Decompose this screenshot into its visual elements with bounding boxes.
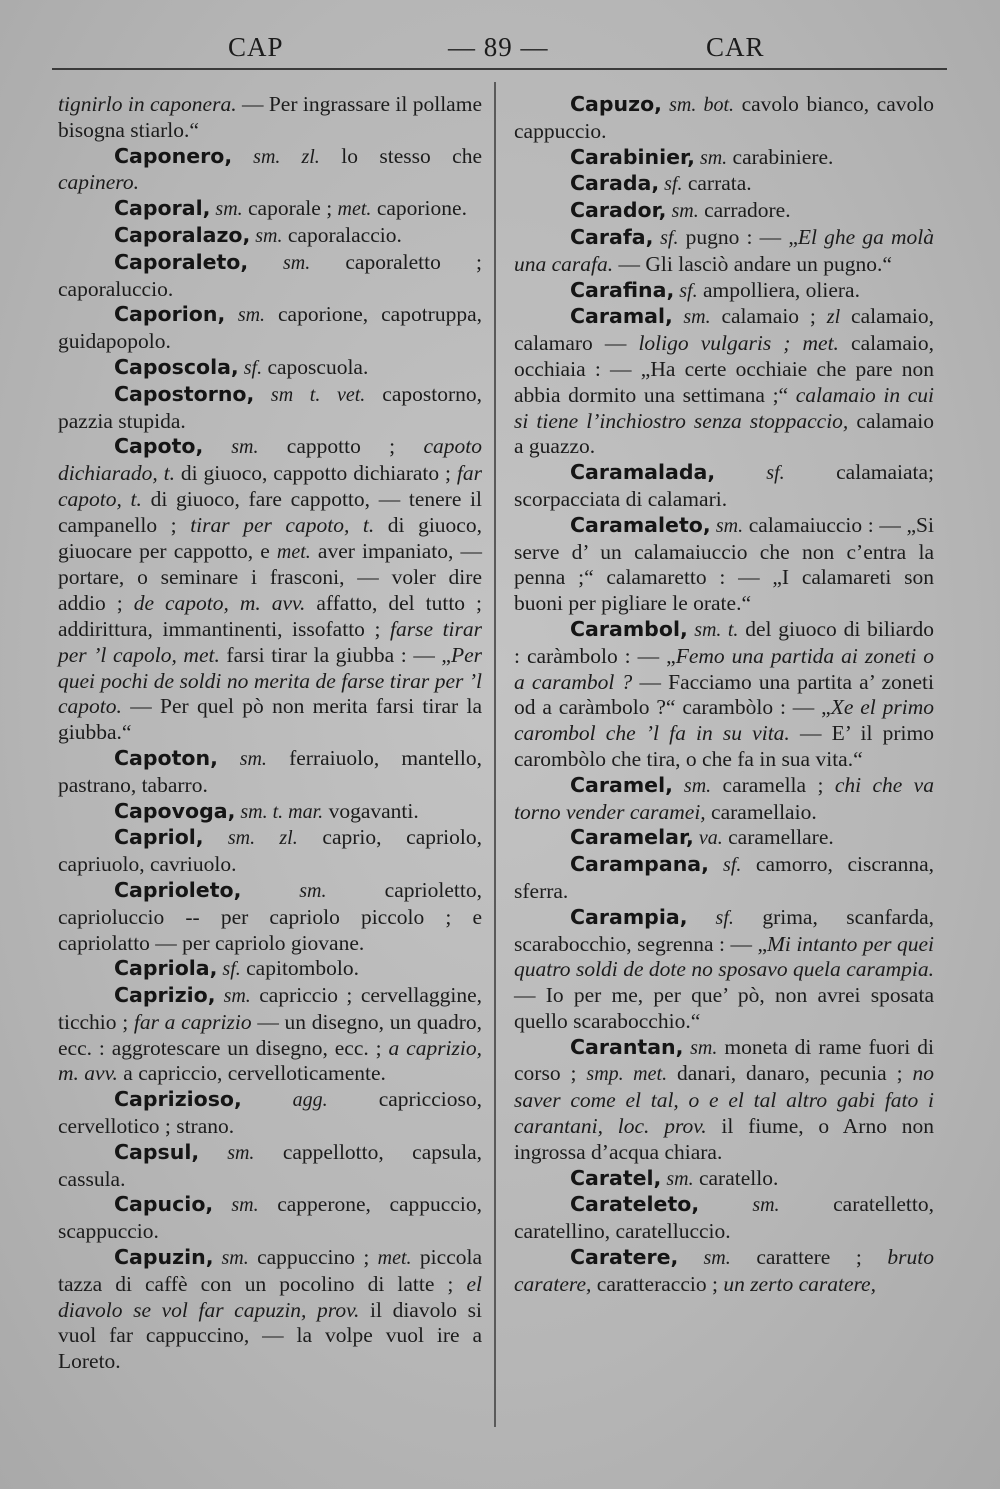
gloss-text: calamaio, calamaro —: [514, 304, 934, 356]
gloss-text: carradore.: [698, 198, 791, 223]
headword: Capsul,: [114, 1139, 200, 1164]
abbreviation: sm.: [710, 514, 744, 537]
dictionary-entry: [58, 434, 482, 746]
italic-phrase: a caprizio, m. avv.: [58, 1035, 482, 1086]
gloss-text: cappuccino ;: [248, 1245, 378, 1270]
italic-phrase: tignirlo in caponera.: [58, 92, 237, 116]
italic-phrase: chi che va torno vender caramei,: [514, 772, 934, 824]
gloss-text: calamaio ;: [710, 304, 827, 329]
gloss-text: caratteraccio ;: [591, 1271, 724, 1296]
dictionary-entry: [514, 617, 934, 773]
italic-phrase: el diavolo se vol far capuzin, prov.: [58, 1271, 482, 1322]
abbreviation: sm.: [213, 1247, 249, 1270]
dictionary-entry: [514, 171, 934, 198]
abbreviation: sf.: [653, 226, 679, 249]
gloss-text: — Io per me, per que’ pò, non avrei sposata quello scarabocchio.“: [514, 983, 934, 1033]
gloss-text: lo stesso che: [319, 143, 482, 168]
headword: Carantan,: [570, 1034, 684, 1059]
gloss-text: caratello.: [693, 1165, 779, 1190]
gloss-text: ferraiuolo, mantello, pastrano, tabarro.: [58, 745, 482, 797]
gloss-text: carrata.: [682, 171, 752, 196]
abbreviation: zl: [826, 306, 841, 329]
headword: Capuzin,: [114, 1245, 214, 1270]
dictionary-entry: [58, 1087, 482, 1140]
headword: Caporaleto,: [114, 249, 249, 274]
dictionary-entry: [514, 304, 934, 460]
gloss-text: aver impaniato, — portare, o seminare i frasconi, — voler dire addio ;: [58, 538, 482, 616]
gloss-text: di giuoco, cappotto dichiarato ;: [174, 461, 457, 486]
abbreviation: sm. t.: [687, 618, 739, 641]
dictionary-entry: [514, 1035, 934, 1166]
headword: Caramaleto,: [570, 512, 711, 537]
headword: Caposcola,: [114, 354, 239, 379]
column-divider: [494, 82, 496, 1427]
page-number: — 89 —: [448, 32, 549, 62]
headword: Carabinier,: [570, 144, 695, 169]
abbreviation: sm.: [678, 1247, 731, 1270]
italic-phrase: un zerto caratere,: [723, 1271, 876, 1296]
abbreviation: sm. bot.: [661, 94, 735, 116]
abbreviation: sm.: [694, 146, 728, 169]
gloss-text: capperone, cappuccio, scappuccio.: [58, 1192, 482, 1244]
abbreviation: sm. zl.: [232, 145, 320, 168]
gloss-text: a capriccio, cervelloticamente.: [117, 1061, 386, 1086]
gloss-text: vogavanti.: [323, 798, 419, 823]
gloss-text: capriccio ; cervellaggine, ticchio ;: [58, 983, 482, 1034]
abbreviation: sm.: [241, 879, 327, 902]
gloss-text: farsi tirar la giubba : — „: [219, 642, 451, 667]
italic-phrase: El ghe ga molà una carafa.: [514, 224, 934, 276]
dictionary-entry: [58, 382, 482, 435]
gloss-text: danari, danaro, pecunia ;: [667, 1061, 913, 1086]
dictionary-entry: [514, 905, 934, 1035]
header-left-keyword: CAP: [228, 32, 284, 62]
italic-phrase: bruto caratere,: [514, 1245, 934, 1296]
gloss-text: carattere ;: [730, 1245, 888, 1270]
abbreviation: sm. zl.: [203, 827, 298, 850]
dictionary-entry: [58, 1192, 482, 1245]
italic-phrase: Xe el primo carombol che ’l fa in su vita.: [514, 695, 934, 746]
headword: Caprizio,: [114, 983, 216, 1008]
gloss-text: carabiniere.: [727, 144, 834, 169]
abbreviation: sm.: [215, 985, 251, 1008]
headword: Capriola,: [114, 956, 218, 981]
headword: Caramel,: [570, 772, 673, 797]
dictionary-entry: [514, 513, 934, 617]
dictionary-entry: [58, 825, 482, 878]
gloss-text: pugno : — „: [678, 224, 798, 249]
dictionary-entry: [58, 746, 482, 799]
abbreviation: sm t. vet.: [254, 383, 366, 406]
dictionary-entry: [58, 250, 482, 303]
dictionary-entry: [58, 1245, 482, 1375]
abbreviation: sm.: [248, 251, 311, 274]
gloss-text: — Per quel pò non merita farsi tirar la giubba.“: [58, 694, 482, 745]
abbreviation: sm.: [699, 1194, 780, 1217]
gloss-text: caramellare.: [722, 825, 834, 850]
headword: Caporalazo,: [114, 222, 251, 247]
dictionary-entry: [514, 773, 934, 826]
header-right-keyword: CAR: [706, 32, 765, 62]
abbreviation: sf.: [715, 462, 785, 485]
headword: Carateleto,: [570, 1192, 700, 1217]
gloss-text: — un disegno, un quadro, ecc. : aggrotescare un disegno, ecc. ;: [58, 1009, 482, 1060]
italic-phrase: no saver come el tal, o e el tal altro gabi fato i carantani, loc. prov.: [514, 1061, 934, 1139]
gloss-text: caramella ;: [711, 772, 835, 797]
gloss-text: caramellaio.: [705, 799, 817, 824]
gloss-text: — E’ il primo carombòlo che tira, o che fa in sua vita.“: [514, 721, 934, 771]
abbreviation: sm.: [199, 1141, 255, 1164]
gloss-text: caprioletto, caprioluccio -- per capriolo piccolo ; e capriolatto — per capriolo giovane.: [58, 877, 482, 955]
headword: Carafa,: [570, 224, 654, 249]
headword: Capovoga,: [114, 798, 236, 823]
gloss-text: caratelletto, caratellino, caratelluccio.: [514, 1192, 934, 1244]
left-column: [58, 92, 482, 1375]
gloss-text: caporale ;: [242, 196, 338, 221]
abbreviation: sm.: [250, 224, 283, 247]
italic-phrase: far capoto, t.: [58, 461, 482, 511]
dictionary-entry: [58, 196, 482, 223]
headword: Caprizioso,: [114, 1087, 242, 1112]
abbreviation: sm.: [213, 1194, 259, 1217]
gloss-text: — Gli lasciò andare un pugno.“: [613, 251, 892, 276]
gloss-text: calamaio a guazzo.: [514, 408, 934, 459]
abbreviation: sf.: [217, 958, 241, 981]
gloss-text: — Per ingrassare il pollame bisogna stiarlo.“: [58, 92, 482, 142]
gloss-text: camorro, ciscranna, sferra.: [514, 852, 934, 903]
gloss-text: il fiume, o Arno non ingrossa d’acqua chiara.: [514, 1114, 934, 1164]
dictionary-entry: [58, 302, 482, 355]
dictionary-entry: [58, 92, 482, 144]
italic-phrase: farse tirar per ’l capolo, met.: [58, 616, 483, 667]
headword: Capriol,: [114, 825, 204, 850]
abbreviation: sf.: [674, 279, 698, 302]
gloss-text: caposcuola.: [262, 354, 369, 379]
abbreviation: sf.: [708, 854, 742, 877]
gloss-text: di giuoco, giuocare per cappotto, e: [58, 512, 482, 563]
dictionary-entry: [514, 198, 934, 225]
abbreviation: agg.: [241, 1089, 328, 1112]
abbreviation: sm.: [203, 436, 259, 459]
italic-phrase: de capoto, m. avv.: [133, 591, 306, 616]
headword: Caporion,: [114, 302, 226, 327]
italic-phrase: capoto dichiarado, t.: [58, 434, 482, 486]
gloss-text: cappellotto, capsula, cassula.: [58, 1139, 482, 1191]
italic-phrase: Femo una partida ai zoneti o a carambol ?: [514, 643, 934, 694]
gloss-text: piccola tazza di caffè con un pocolino di latte ;: [58, 1245, 482, 1296]
headword: Caratel,: [570, 1165, 662, 1190]
headword: Caponero,: [114, 143, 233, 168]
gloss-text: — Facciamo una partita a’ zoneti od a caràmbolo ?“ carambòlo : — „: [514, 669, 934, 720]
headword: Carampana,: [570, 852, 709, 877]
abbreviation: sm.: [225, 304, 266, 327]
headword: Carada,: [570, 171, 660, 196]
gloss-text: capitombolo.: [240, 956, 359, 981]
gloss-text: caprio, capriolo, capriuolo, cavriuolo.: [58, 825, 482, 877]
headword: Capostorno,: [114, 381, 255, 406]
dictionary-entry: [514, 1166, 934, 1193]
dictionary-entry: [514, 225, 934, 278]
abbreviation: sm.: [210, 198, 243, 221]
abbreviation: sf.: [687, 906, 734, 929]
gloss-text: moneta di rame fuori di corso ;: [514, 1034, 934, 1086]
gloss-text: calamaiata; scorpacciata di calamari.: [514, 460, 935, 511]
dictionary-entry: [514, 278, 934, 305]
gloss-text: caporione, capotruppa, guidapopolo.: [58, 302, 482, 354]
abbreviation: met.: [337, 198, 372, 221]
dictionary-entry: [58, 223, 482, 250]
header-rule: [52, 68, 947, 70]
abbreviation: sm.: [683, 1036, 718, 1059]
gloss-text: caporaletto ; caporaluccio.: [58, 249, 482, 301]
headword: Caporal,: [114, 196, 211, 221]
gloss-text: caporalaccio.: [282, 222, 402, 247]
dictionary-entry: [514, 1192, 934, 1245]
gloss-text: cappotto ;: [258, 434, 424, 459]
abbreviation: sm.: [217, 747, 267, 770]
abbreviation: met.: [276, 540, 311, 563]
headword: Carambol,: [570, 616, 688, 641]
dictionary-entry: [58, 983, 482, 1087]
dictionary-entry: [58, 956, 482, 983]
gloss-text: ampolliera, oliera.: [697, 277, 860, 302]
italic-phrase: Mi intanto per quei quatro soldi de dote no sposavo quela carampia.: [514, 931, 934, 982]
dictionary-entry: [514, 852, 934, 905]
dictionary-entry: [58, 355, 482, 382]
dictionary-entry: [514, 1245, 934, 1298]
dictionary-entry: [58, 878, 482, 956]
gloss-text: capriccioso, cervellotico ; strano.: [58, 1087, 482, 1139]
italic-phrase: far a caprizio: [133, 1009, 252, 1034]
headword: Carampia,: [570, 904, 688, 929]
abbreviation: sm.: [672, 774, 712, 797]
abbreviation: va.: [693, 827, 723, 850]
dictionary-entry: [58, 1140, 482, 1193]
headword: Caratere,: [570, 1245, 679, 1270]
headword: Caprioleto,: [114, 877, 242, 902]
gloss-text: del giuoco di biliardo : caràmbolo : — „: [514, 616, 934, 668]
gloss-text: grima, scanfarda, scarabocchio, segrenna : — „: [514, 904, 934, 956]
gloss-text: cavolo bianco, cavolo cappuccio.: [514, 92, 934, 143]
italic-phrase: Per quei pochi de soldi no merita de farse tirar per ’l capoto.: [58, 642, 482, 719]
gloss-text: calamaio, occhiaia : — „Ha certe occhiaie che pare non abbia dormito una settimana ;“: [514, 331, 934, 407]
dictionary-entry: [514, 92, 934, 145]
gloss-text: affatto, del tutto ; addirittura, immantinenti, issofatto ;: [58, 591, 483, 641]
headword: Carador,: [570, 198, 667, 223]
dictionary-entry: [514, 145, 934, 172]
abbreviation: sm. t. mar.: [235, 800, 324, 823]
headword: Capoto,: [114, 434, 204, 459]
italic-phrase: tirar per capoto, t.: [190, 512, 375, 537]
dictionary-entry: [514, 825, 934, 852]
gloss-text: calamaiuccio : — „Si serve d’ un calamaiuccio che non c’entra la penna ;“ calamaretto : — „I calamareti son buoni per pigliare le orate.“: [514, 512, 934, 616]
abbreviation: sf.: [659, 173, 683, 196]
abbreviation: sf.: [238, 356, 263, 379]
headword: Caramelar,: [570, 825, 694, 850]
italic-phrase: calamaio in cui si tiene l’inchiostro senza stoppaccio,: [514, 382, 934, 433]
abbreviation: met.: [377, 1247, 412, 1270]
headword: Capucio,: [114, 1192, 214, 1217]
italic-phrase: capinero.: [58, 170, 140, 195]
abbreviation: sm.: [672, 306, 711, 329]
headword: Carafina,: [570, 277, 675, 302]
headword: Capuzo,: [570, 92, 662, 116]
gloss-text: caporione.: [371, 196, 467, 221]
abbreviation: sm.: [661, 1167, 694, 1190]
gloss-text: il diavolo si vuol far cappuccino, — la volpe vuol ire a Loreto.: [58, 1297, 483, 1374]
gloss-text: di giuoco, fare cappotto, — tenere il campanello ;: [58, 486, 482, 537]
headword: Capoton,: [114, 745, 218, 770]
gloss-text: capostorno, pazzia stupida.: [58, 381, 482, 433]
page-header: [56, 30, 944, 66]
dictionary-entry: [58, 799, 482, 826]
dictionary-entry: [58, 144, 482, 197]
right-column: [514, 92, 934, 1298]
italic-phrase: loligo vulgaris ; met.: [638, 331, 839, 356]
headword: Caramalada,: [570, 460, 716, 485]
abbreviation: smp. met.: [586, 1063, 668, 1086]
dictionary-entry: [514, 460, 934, 513]
headword: Caramal,: [570, 304, 673, 329]
abbreviation: sm.: [666, 200, 699, 223]
